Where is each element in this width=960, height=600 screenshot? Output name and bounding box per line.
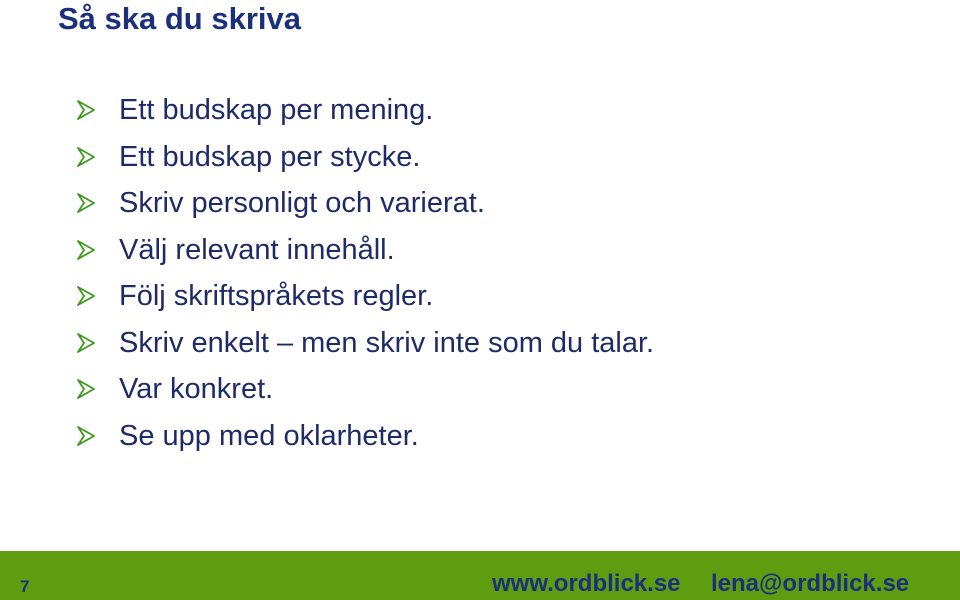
bullet-text: Var konkret. — [119, 373, 274, 406]
arrow-bullet-icon — [77, 100, 95, 120]
slide-title: Så ska du skriva — [58, 1, 301, 36]
bullet-text: Skriv personligt och varierat. — [119, 187, 485, 220]
footer-email: lena@ordblick.se — [711, 570, 910, 597]
bullet-text: Välj relevant innehåll. — [119, 233, 395, 266]
arrow-bullet-icon — [77, 379, 95, 399]
bullet-text: Skriv enkelt – men skriv inte som du talar. — [119, 326, 655, 359]
arrow-bullet-icon — [77, 333, 95, 353]
arrow-bullet-icon — [77, 193, 95, 213]
bullet-text: Ett budskap per mening. — [119, 94, 434, 127]
arrow-bullet-icon — [77, 426, 95, 446]
bullet-item — [77, 134, 654, 181]
bullet-text: Ett budskap per stycke. — [119, 140, 421, 173]
page-number: 7 — [20, 577, 30, 596]
bullet-text: Se upp med oklarheter. — [119, 419, 419, 452]
bullet-item — [77, 366, 654, 413]
bullet-item — [77, 320, 654, 367]
footer-bar — [0, 551, 960, 600]
bullet-item — [77, 180, 654, 227]
footer-website: www.ordblick.se — [492, 570, 681, 597]
arrow-bullet-icon — [77, 240, 95, 260]
bullet-list — [77, 87, 654, 459]
bullet-item — [77, 273, 654, 320]
arrow-bullet-icon — [77, 286, 95, 306]
bullet-item — [77, 413, 654, 460]
bullet-text: Följ skriftspråkets regler. — [119, 280, 434, 313]
arrow-bullet-icon — [77, 147, 95, 167]
bullet-item — [77, 87, 654, 134]
bullet-item — [77, 227, 654, 274]
